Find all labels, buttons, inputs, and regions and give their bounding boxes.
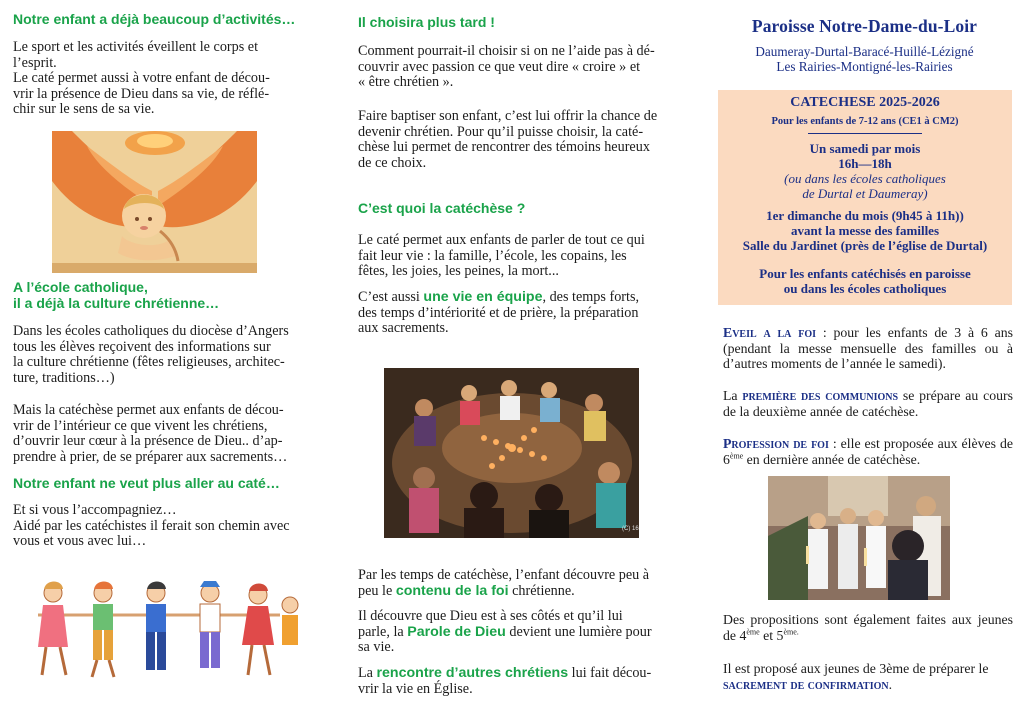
parish-title: Paroisse Notre-Dame-du-Loir: [751, 16, 978, 36]
paragraph-communion: La première des communions se prépare au cours de la deuxième année de catéchèse.: [723, 388, 1013, 419]
paragraph-profession: Profession de foi : elle est proposée aux élèves de 6ème en dernière année de catéchèse.: [723, 436, 1014, 467]
paragraph-word-of-god: Il découvre que Dieu est à ses côtés et qu’il lui parle, la Parole de Dieu devient une lumière pour sa vie.: [358, 608, 652, 656]
label-confirmation: sacrement de confirmation: [723, 676, 889, 692]
paragraph-team-life: C’est aussi une vie en équipe, des temps forts, des temps d’intériorité et de prière, la préparation aux sacrements.: [358, 289, 640, 337]
paragraph-talk-about-life: Le caté permet aux enfants de parler de tout ce qui fait leur vie : la famille, l’école, les copains, les fêtes, les joies, les peines, la mort...: [358, 232, 645, 280]
label-eveil: Eveil a la foi: [723, 325, 817, 340]
paragraph-accompany: Et si vous l’accompagniez… Aidé par les catéchistes il ferait son chemin avec vous et vous avec lui…: [13, 502, 290, 550]
box-time: 16h—18h: [838, 156, 892, 171]
column-left: [0, 0, 315, 711]
parish-villages-line2: Les Rairies-Montigné-les-Rairies: [776, 59, 953, 74]
heading-school-line1: A l’école catholique,: [13, 279, 148, 295]
paragraph-catechesis-inside: Mais la catéchèse permet aux enfants de décou- vrir de l’intérieur ce que vivent les chrétiens, d’ouvrir leur cœur à la présence de Dieu.. d’ap- prendre à prier, de se préparer aux sacrements…: [13, 402, 288, 465]
box-sunday-line2: avant la messe des familles: [790, 223, 940, 238]
highlight-meet-christians: rencontre d’autres chrétiens: [376, 665, 569, 681]
box-saturday: Un samedi par mois: [809, 141, 921, 156]
paragraph-faith-content: Par les temps de catéchèse, l’enfant découvre peu à peu le contenu de la foi chrétienne.: [358, 567, 650, 599]
column-right: [705, 0, 1024, 711]
highlight-team-life: une vie en équipe: [423, 289, 543, 305]
label-profession: Profession de foi: [723, 436, 829, 451]
heading-school-line2: il a déjà la culture chrétienne…: [13, 295, 220, 311]
box-italic-line2: de Durtal et Daumeray): [802, 186, 928, 201]
paragraph-meet-christians: La rencontre d’autres chrétiens lui fait décou- vrir la vie en Église.: [358, 665, 652, 697]
highlight-faith-content: contenu de la foi: [395, 582, 509, 599]
heading-choose-later: Il choisira plus tard !: [358, 14, 495, 30]
church-photo: [768, 476, 950, 600]
paragraph-baptize: Faire baptiser son enfant, c’est lui offrir la chance de devenir chrétien. Pour qu’il puisse choisir, la caté- chèse lui permet de rencontrer des témoins heureux de ce choix.: [358, 108, 658, 171]
box-heading: CATECHESE 2025-2026: [790, 95, 940, 110]
label-communion: première des communions: [742, 388, 899, 403]
children-candles-photo: [384, 368, 639, 538]
box-sunday-line3: Salle du Jardinet (près de l’église de Durtal): [742, 238, 988, 253]
children-illustration: [18, 575, 300, 685]
catechesis-info-box: [718, 90, 1012, 305]
box-last-line2: ou dans les écoles catholiques: [783, 281, 947, 296]
box-ages: Pour les enfants de 7-12 ans (CE1 à CM2): [771, 116, 959, 127]
photo-credit: (C) 16: [622, 526, 639, 532]
heading-activities: Notre enfant a déjà beaucoup d’activités…: [13, 11, 296, 27]
box-divider: [808, 133, 922, 134]
box-last-line1: Pour les enfants catéchisés en paroisse: [759, 266, 971, 281]
paragraph-choose: Comment pourrait-il choisir si on ne l’aide pas à dé- couvrir avec passion ce que veut dire « croire » et « être chrétien ».: [358, 43, 655, 91]
heading-what-is-catechesis: C’est quoi la catéchèse ?: [358, 200, 526, 216]
paragraph-schools: Dans les écoles catholiques du diocèse d’Angers tous les élèves reçoivent des informations sur la culture chrétienne (fêtes religieuses, architec- ture, traditions…): [13, 323, 289, 386]
box-sunday-line1: 1er dimanche du mois (9h45 à 11h)): [766, 208, 964, 223]
parish-villages-line1: Daumeray-Durtal-Baracé-Huillé-Lézigné: [755, 44, 974, 59]
angel-illustration: [52, 131, 257, 273]
highlight-word-of-god: Parole de Dieu: [407, 623, 506, 640]
paragraph-sport: Le sport et les activités éveillent le corps et l’esprit. Le caté permet aussi à votre enfant de décou- vrir la présence de Dieu dans sa vie, de réflé- chir sur le sens de sa vie.: [13, 39, 270, 118]
box-italic-line1: (ou dans les écoles catholiques: [784, 171, 946, 186]
paragraph-propositions: Des propositions sont également faites aux jeunes de 4ème et $5^{ème.}$: [723, 612, 1013, 643]
heading-no-more-cate: Notre enfant ne veut plus aller au caté…: [13, 475, 280, 491]
column-middle: [345, 0, 690, 711]
paragraph-eveil: Eveil a la foi : pour les enfants de 3 à 6 ans (pendant la messe mensuelle des familles ou à d’autres moments de l’année le samedi).: [723, 325, 1013, 371]
paragraph-confirmation: Il est proposé aux jeunes de 3ème de préparer le sacrement de confirmation.: [723, 661, 989, 692]
